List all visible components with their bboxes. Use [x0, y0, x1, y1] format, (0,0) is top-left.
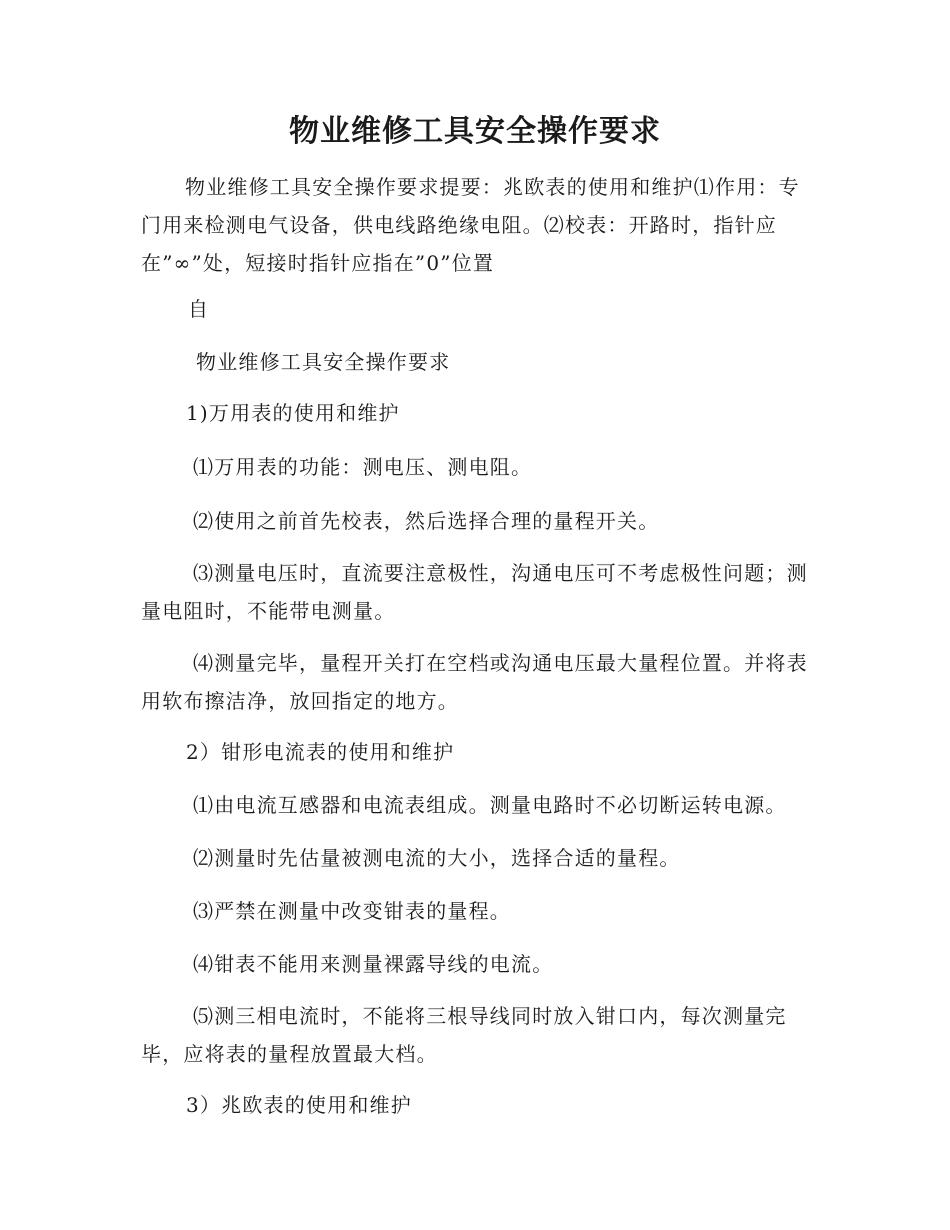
list-item: ⑴由电流互感器和电流表组成。测量电路时不必切断运转电源。: [193, 793, 787, 817]
list-item: ⑶测量电压时，直流要注意极性，沟通电压可不考虑极性问题；测量电阻时，不能带电测量。: [141, 561, 808, 623]
list-item: ⑷钳表不能用来测量裸露导线的电流。: [193, 952, 554, 976]
list-item: ⑵测量时先估量被测电流的大小，选择合适的量程。: [193, 846, 681, 870]
list-item: ⑶严禁在测量中改变钳表的量程。: [193, 899, 511, 923]
document-summary: 物业维修工具安全操作要求提要：兆欧表的使用和维护⑴作用：专门用来检测电气设备，供电线路绝缘电阻。⑵校表：开路时，指针应在”∞”处，短接时指针应指在”0”位置: [141, 175, 800, 275]
list-item: ⑴万用表的功能：测电压、测电阻。: [193, 455, 533, 479]
list-item: ⑸测三相电流时，不能将三根导线同时放入钳口内，每次测量完毕，应将表的量程放置最大档。: [141, 1004, 787, 1066]
list-item: ⑷测量完毕，量程开关打在空档或沟通电压最大量程位置。并将表用软布擦洁净，放回指定的地方。: [141, 651, 808, 713]
document-subtitle: 物业维修工具安全操作要求: [196, 350, 451, 374]
section-heading-megohmmeter: 3）兆欧表的使用和维护: [186, 1093, 412, 1117]
document-title: 物业维修工具安全操作要求: [289, 114, 661, 149]
list-item: ⑵使用之前首先校表，然后选择合理的量程开关。: [193, 509, 660, 533]
section-heading-clamp-meter: 2）钳形电流表的使用和维护: [186, 740, 455, 764]
marker-text: 自: [188, 297, 210, 321]
section-heading-multimeter: 1)万用表的使用和维护: [186, 401, 400, 425]
